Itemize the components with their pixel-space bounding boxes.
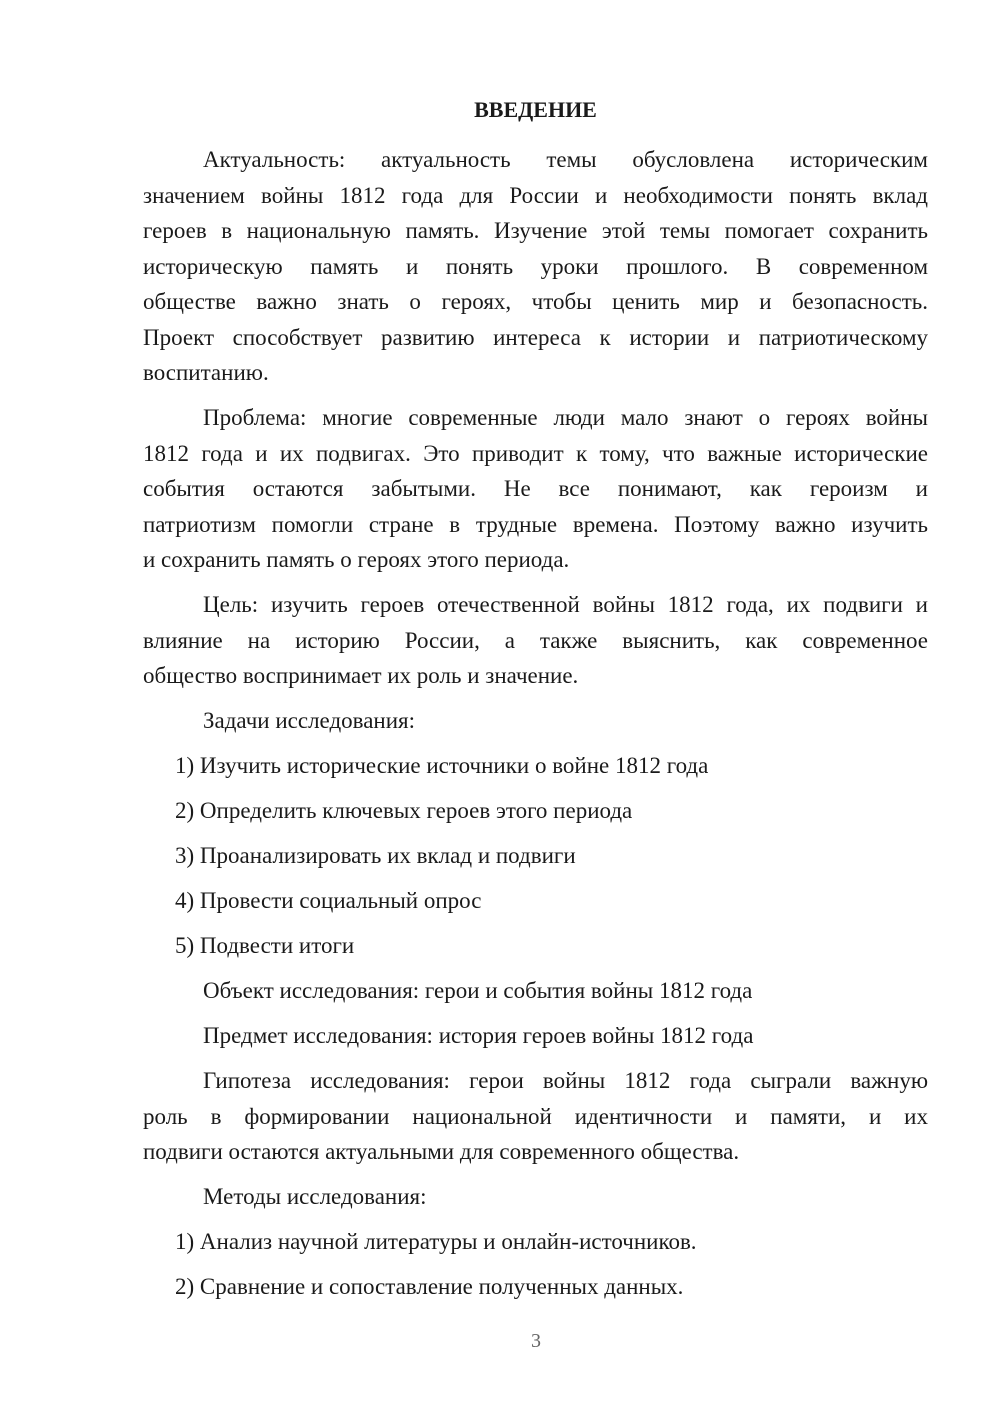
text-line: значением войны 1812 года для России и необходимости понять вклад <box>143 182 928 208</box>
text-line: Проблема: многие современные люди мало знают о героях войны <box>203 405 928 430</box>
text-line: 2) Сравнение и сопоставление полученных данных. <box>175 1274 684 1299</box>
text-line: героев в национальную память. Изучение этой темы помогает сохранить <box>143 218 928 243</box>
list-item <box>143 1269 928 1305</box>
text-line: обществе важно знать о героях, чтобы ценить мир и безопасность. <box>143 289 928 314</box>
text-line: Задачи исследования: <box>203 708 416 733</box>
paragraph <box>143 1179 928 1215</box>
text-line: подвиги остаются актуальными для современного общества. <box>143 1139 740 1164</box>
list-item <box>143 1224 928 1260</box>
text-line: Методы исследования: <box>203 1184 427 1209</box>
text-line: Объект исследования: герои и события войны 1812 года <box>203 978 753 1003</box>
paragraph <box>143 400 928 578</box>
paragraph <box>143 973 928 1009</box>
text-line: и сохранить память о героях этого периода. <box>143 547 570 572</box>
text-line: события остаются забытыми. Не все понимают, как героизм и <box>143 476 928 501</box>
paragraph <box>143 703 928 739</box>
text-line: Цель: изучить героев отечественной войны 1812 года, их подвиги и <box>203 592 928 617</box>
text-line: воспитанию. <box>143 360 269 385</box>
text-line: 4) Провести социальный опрос <box>175 888 482 913</box>
text-line: Актуальность: актуальность темы обусловлена историческим <box>203 147 928 172</box>
text-line: Гипотеза исследования: герои войны 1812 года сыграли важную <box>203 1068 928 1093</box>
text-line: влияние на историю России, а также выяснить, как современное <box>143 627 928 653</box>
paragraph <box>143 587 928 694</box>
page-number: 3 <box>531 1330 541 1352</box>
text-line: Проект способствует развитию интереса к истории и патриотическому <box>143 324 928 350</box>
list-item <box>143 883 928 919</box>
text-line: историческую память и понять уроки прошлого. В современном <box>143 253 928 279</box>
document-body <box>143 142 928 1305</box>
text-line: общество воспринимает их роль и значение. <box>143 663 579 688</box>
text-line: 1) Изучить исторические источники о войне 1812 года <box>175 753 709 778</box>
text-line: 1812 года и их подвигах. Это приводит к тому, что важные исторические <box>143 440 928 466</box>
document-page <box>143 92 928 1314</box>
text-line: Предмет исследования: история героев войны 1812 года <box>203 1023 754 1048</box>
list-item <box>143 793 928 829</box>
list-item <box>143 838 928 874</box>
text-line: 3) Проанализировать их вклад и подвиги <box>175 843 576 868</box>
paragraph <box>143 142 928 391</box>
paragraph <box>143 1063 928 1170</box>
text-line: 2) Определить ключевых героев этого периода <box>175 798 633 823</box>
text-line: роль в формировании национальной идентичности и памяти, и их <box>143 1103 928 1129</box>
text-line: 5) Подвести итоги <box>175 933 355 958</box>
paragraph <box>143 1018 928 1054</box>
list-item <box>143 928 928 964</box>
text-line: патриотизм помогли стране в трудные времена. Поэтому важно изучить <box>143 511 928 537</box>
list-item <box>143 748 928 784</box>
page-title: ВВЕДЕНИЕ <box>474 97 597 122</box>
text-line: 1) Анализ научной литературы и онлайн-источников. <box>175 1229 697 1254</box>
